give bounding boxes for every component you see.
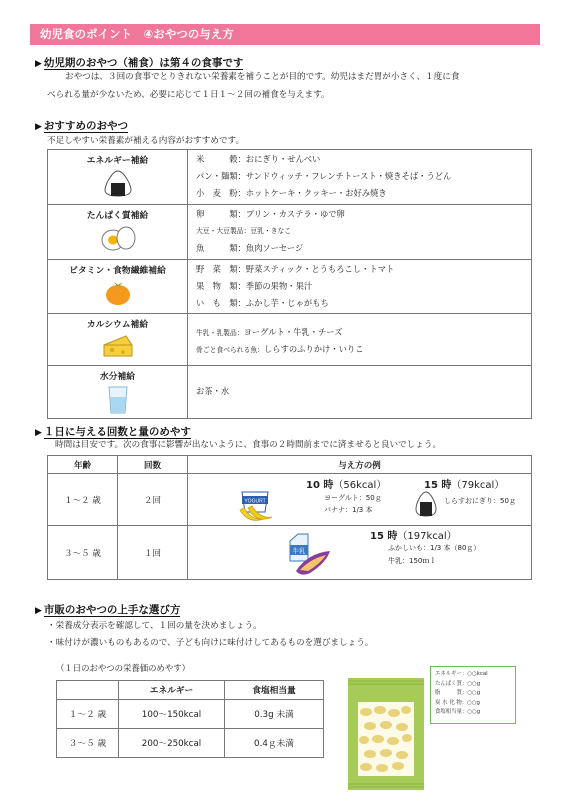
- bullet-line: ・栄養成分表示を確認して、１回の量を決めましょう。: [47, 621, 262, 631]
- table-row: [48, 260, 532, 314]
- paragraph-line: べられる量が少ないため、必要に応じて１日１～２回の補食を与えます。: [47, 90, 330, 100]
- category-cell: [48, 260, 188, 314]
- category-label: ビタミン・食物繊維補給: [69, 266, 166, 276]
- column-header: 回数: [118, 456, 188, 474]
- section-title: 幼児期のおやつ（補食）は第４の食事です: [43, 57, 244, 69]
- section-heading-snack-role: [35, 55, 243, 70]
- table-row: [48, 314, 532, 366]
- example-cell: [188, 474, 532, 526]
- triangle-bullet-icon: ▶: [35, 606, 42, 616]
- water-glass-icon: [106, 385, 130, 415]
- age-cell: １～２ 歳: [57, 700, 119, 729]
- table-row: [48, 526, 532, 580]
- snack-item: 米 穀：おにぎり・せんべい: [196, 154, 321, 164]
- energy-cell: 200～250kcal: [119, 729, 225, 758]
- table-row: [48, 150, 532, 205]
- table-row: [48, 205, 532, 260]
- svg-text:牛乳: 牛乳: [292, 547, 306, 555]
- egg-icon: [99, 224, 137, 252]
- snack-item: 卵 類：プリン・カステラ・ゆで卵: [196, 209, 345, 219]
- snack-item: 小 麦 粉：ホットケーキ・クッキー・お好み焼き: [196, 188, 387, 198]
- recommended-snacks-table: [47, 149, 532, 419]
- column-header: エネルギー: [119, 681, 225, 700]
- detail-line: バナナ：1/3 本: [324, 506, 373, 514]
- snack-item: 果 物 類：季節の果物・果汁: [196, 281, 313, 291]
- snack-item: 魚 類：魚肉ソーセージ: [196, 243, 304, 253]
- snack-item: 牛乳・乳製品：ヨーグルト・牛乳・チーズ: [196, 327, 343, 337]
- table-caption: （１日のおやつの栄養価のめやす）: [56, 663, 190, 673]
- example-details: [324, 492, 382, 516]
- salt-cell: 0.4ｇ未満: [225, 729, 324, 758]
- items-cell: [188, 205, 532, 260]
- cheese-icon: [101, 333, 135, 359]
- onigiri-small-icon: [414, 490, 438, 518]
- age-cell: ３～５ 歳: [48, 526, 118, 580]
- snack-item: い も 類：ふかし芋・じゃがもち: [196, 298, 329, 308]
- nutrition-label-line: 脂 質：○○g: [435, 690, 481, 697]
- table-row: [57, 700, 324, 729]
- yogurt-banana-icon: [238, 488, 278, 524]
- snack-bag-icon: [346, 676, 426, 792]
- items-cell: [188, 366, 532, 419]
- nutrition-label: [430, 666, 516, 724]
- items-cell: [188, 260, 532, 314]
- example-cell: [188, 526, 532, 580]
- frequency-table: [47, 455, 532, 580]
- section-intro: 時間は目安です。次の食事に影響が出ないように、食事の２時間前までに済ませると良いでしょう。: [55, 440, 442, 450]
- svg-text:YOGURT: YOGURT: [244, 498, 266, 505]
- table-row: [48, 366, 532, 419]
- time-label: 15 時（79kcal）: [424, 480, 505, 491]
- table-header-row: [57, 681, 324, 700]
- category-label: 水分補給: [99, 372, 136, 382]
- nutrition-label-line: エネルギー：○○kcal: [435, 671, 488, 677]
- category-label: たんぱく質補給: [86, 211, 149, 221]
- category-cell: [48, 150, 188, 205]
- table-row: [48, 474, 532, 526]
- table-row: [57, 729, 324, 758]
- column-header: [57, 681, 119, 700]
- category-cell: [48, 314, 188, 366]
- triangle-bullet-icon: ▶: [35, 122, 42, 132]
- items-cell: [188, 150, 532, 205]
- detail-line: 牛乳：150ｍｌ: [388, 557, 437, 565]
- detail-line: ヨーグルト：50ｇ: [324, 494, 382, 502]
- snack-item: 大豆・大豆製品：豆乳・きなこ: [196, 227, 292, 235]
- section-title: おすすめのおやつ: [43, 120, 129, 132]
- time-label: 15 時（197kcal）: [370, 531, 457, 542]
- category-cell: [48, 366, 188, 419]
- times-cell: ２回: [118, 474, 188, 526]
- table-header-row: [48, 456, 532, 474]
- age-cell: ３～５ 歳: [57, 729, 119, 758]
- items-cell: [188, 314, 532, 366]
- nutrition-label-line: 炭 水 化 物：○○g: [435, 699, 480, 706]
- snack-item: 野 菜 類：野菜スティック・とうもろこし・トマト: [196, 264, 395, 274]
- time-label: 10 時（56kcal）: [306, 480, 387, 491]
- section-heading-recommended: [35, 118, 128, 133]
- times-cell: １回: [118, 526, 188, 580]
- energy-cell: 100～150kcal: [119, 700, 225, 729]
- section-intro: 不足しやすい栄養素が補える内容がおすすめです。: [47, 136, 245, 146]
- section-heading-choosing: [35, 602, 180, 617]
- bullet-line: ・味付けが濃いものもあるので、子ども向けに味付けしてあるものを選びましょう。: [47, 638, 374, 648]
- triangle-bullet-icon: ▶: [35, 59, 42, 69]
- category-cell: [48, 205, 188, 260]
- column-header: 年齢: [48, 456, 118, 474]
- column-header: 与え方の例: [188, 456, 532, 474]
- milk-sweet-potato-icon: [286, 531, 334, 577]
- onigiri-icon: [103, 169, 133, 197]
- age-cell: １～２ 歳: [48, 474, 118, 526]
- column-header: 食塩相当量: [225, 681, 324, 700]
- nutrition-label-line: たんぱく質：○○g: [435, 680, 481, 687]
- mandarin-orange-icon: [103, 279, 133, 307]
- category-label: カルシウム補給: [86, 320, 149, 330]
- snack-item: パン・麺類：サンドウィッチ・フレンチトースト・焼きそば・うどん: [196, 171, 452, 181]
- detail-line: ふかしいも：1/3 本（80ｇ）: [388, 544, 481, 552]
- section-title: １日に与える回数と量のめやす: [43, 426, 191, 438]
- snack-item: お茶・水: [196, 386, 230, 396]
- nutrition-guide-table: [56, 680, 324, 758]
- snack-item: 骨ごと食べられる魚：しらすのふりかけ・いりこ: [196, 344, 364, 354]
- example-details: [388, 542, 480, 568]
- example-details: しらすおにぎり：50ｇ: [444, 497, 516, 505]
- salt-cell: 0.3g 未満: [225, 700, 324, 729]
- page-banner: 幼児食のポイント ④おやつの与え方: [30, 24, 540, 45]
- paragraph-line: おやつは、３回の食事でとりきれない栄養素を補うことが目的です。幼児はまだ胃が小さく、１度に食: [65, 72, 460, 82]
- category-label: エネルギー補給: [86, 156, 149, 166]
- triangle-bullet-icon: ▶: [35, 428, 42, 438]
- section-title: 市販のおやつの上手な選び方: [43, 604, 181, 616]
- nutrition-label-line: 食塩相当量：○○g: [435, 709, 481, 716]
